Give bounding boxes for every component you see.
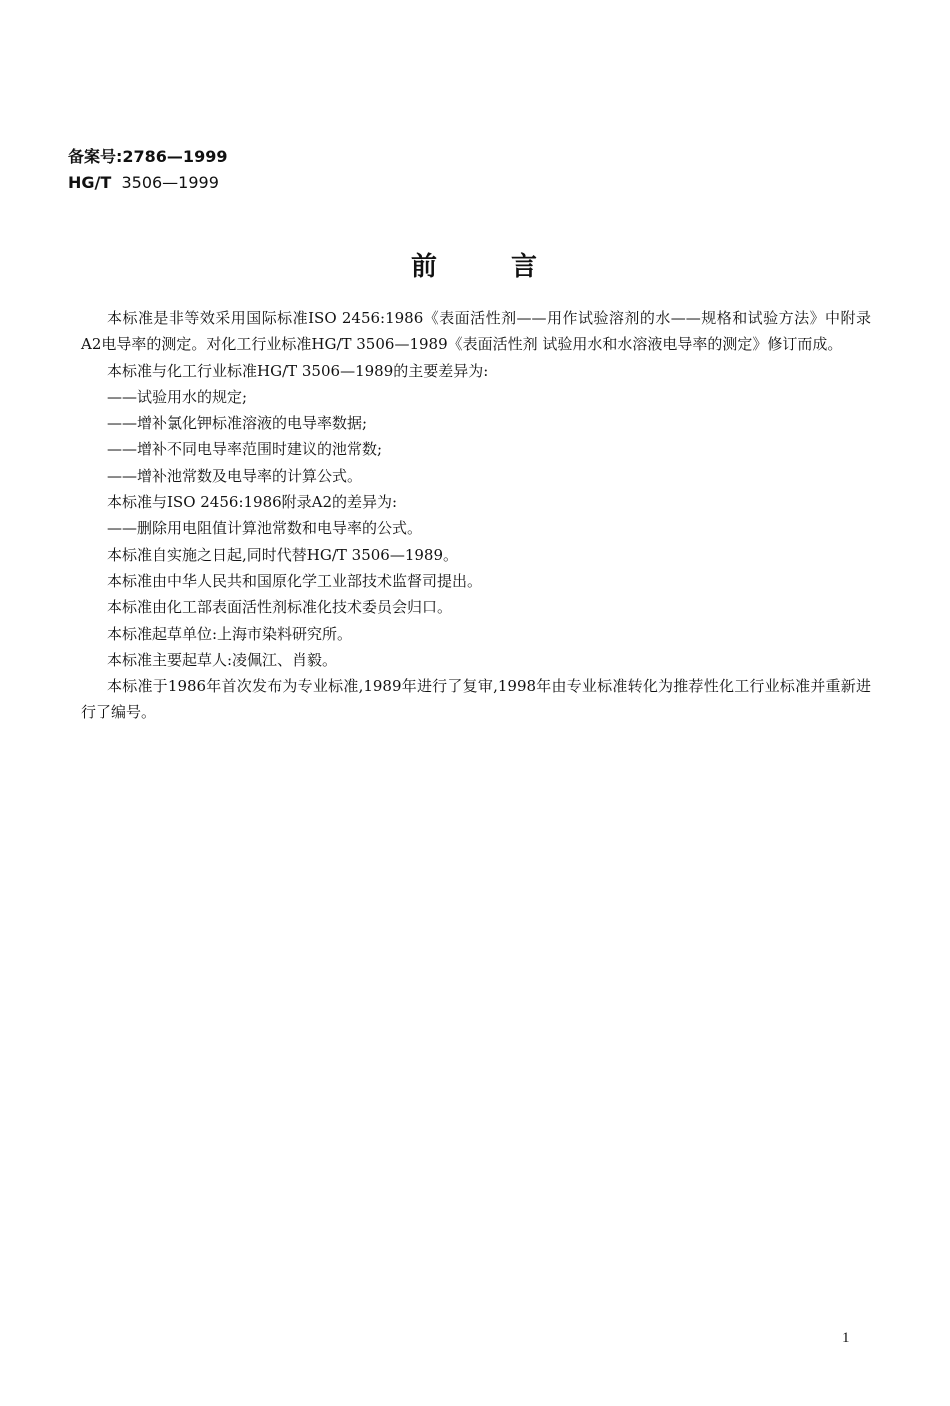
paragraph-proposer: 本标准由中华人民共和国原化学工业部技术监督司提出。 bbox=[107, 571, 483, 590]
standard-prefix: HG/T bbox=[68, 173, 112, 192]
list-item: ——删除用电阻值计算池常数和电导率的公式。 bbox=[107, 519, 423, 538]
list-item: ——试验用水的规定; bbox=[107, 387, 248, 406]
paragraph-drafting-unit: 本标准起草单位:上海市染料研究所。 bbox=[107, 624, 353, 643]
paragraph-history: 本标准于1986年首次发布为专业标准,1989年进行了复审,1998年由专业标准转化为推荐性化工行业标准并重新进行了编号。 bbox=[81, 677, 871, 722]
list-item: ——增补不同电导率范围时建议的池常数; bbox=[107, 440, 383, 459]
record-number: 备案号:2786—1999 bbox=[68, 147, 228, 166]
paragraph-replacement: 本标准自实施之日起,同时代替HG/T 3506—1989。 bbox=[107, 545, 459, 564]
page-number: 1 bbox=[842, 1330, 850, 1346]
standard-number bbox=[68, 170, 227, 196]
title-char-2: 言 bbox=[511, 252, 540, 282]
page-title bbox=[0, 246, 950, 283]
standard-code: 3506—1999 bbox=[121, 173, 219, 192]
paragraph-iso-differences: 本标准与ISO 2456:1986附录A2的差异为: bbox=[107, 493, 398, 512]
paragraph-differences-intro: 本标准与化工行业标准HG/T 3506—1989的主要差异为: bbox=[107, 361, 489, 380]
list-item: ——增补池常数及电导率的计算公式。 bbox=[107, 466, 363, 485]
paragraph-drafters: 本标准主要起草人:凌佩江、肖毅。 bbox=[107, 650, 338, 669]
paragraph-administrator: 本标准由化工部表面活性剂标准化技术委员会归口。 bbox=[107, 598, 453, 617]
record-header bbox=[68, 144, 227, 196]
paragraph-scope: 本标准是非等效采用国际标准ISO 2456:1986《表面活性剂——用作试验溶剂的水——规格和试验方法》中附录A2电导率的测定。对化工行业标准HG/T 3506—1989《表面活性剂 试验用水和水溶液电导率的测定》修订而成。 bbox=[81, 309, 871, 354]
foreword-body bbox=[81, 305, 871, 726]
list-item: ——增补氯化钾标准溶液的电导率数据; bbox=[107, 414, 368, 433]
title-char-1: 前 bbox=[410, 252, 439, 282]
